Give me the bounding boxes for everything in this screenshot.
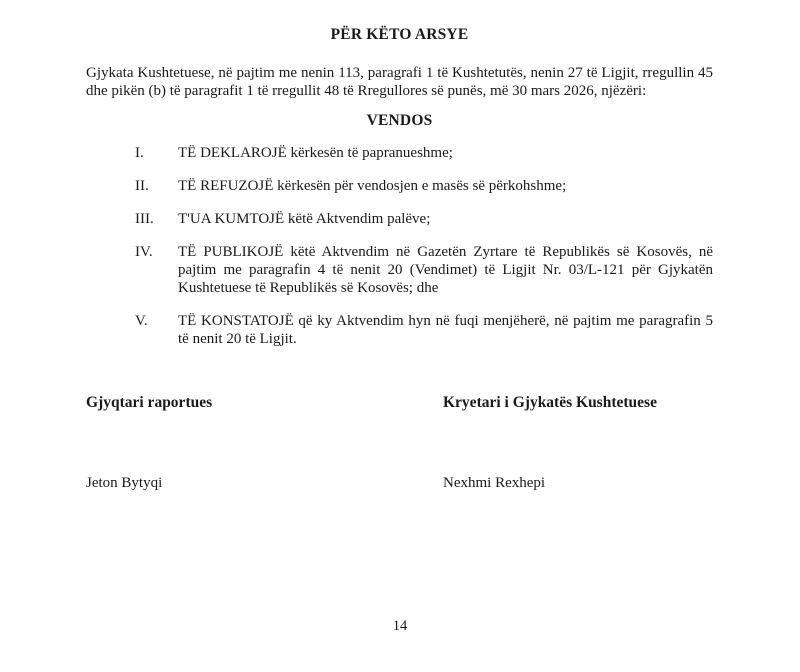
item-text: T'UA KUMTOJË këtë Aktvendim palëve; — [178, 211, 431, 227]
decision-item-3 — [86, 210, 713, 228]
item-numeral: III. — [135, 211, 154, 227]
signature-left-name: Jeton Bytyqi — [86, 475, 163, 491]
decision-item-5 — [86, 312, 713, 348]
item-numeral: IV. — [135, 244, 153, 260]
decision-heading: VENDOS — [366, 112, 433, 129]
signature-right-role: Kryetari i Gjykatës Kushtetuese — [443, 394, 657, 411]
decision-item-2 — [86, 177, 713, 195]
signature-names-row — [86, 474, 713, 492]
item-numeral: I. — [135, 145, 144, 161]
item-text: TË REFUZOJË kërkesën për vendosjen e masës së përkohshme; — [178, 178, 567, 194]
item-text: TË PUBLIKOJË këtë Aktvendim në Gazetën Zyrtare të Republikës së Kosovës, në pajtim me paragrafin 4 të nenit 20 (Vendimet) të Ligjit Nr. 03/L-121 për Gjykatën Kushtetuese të Republikës së Kosovës; dhe — [178, 244, 713, 296]
page-title: PËR KËTO ARSYE — [330, 26, 469, 43]
intro-paragraph: Gjykata Kushtetuese, në pajtim me nenin 113, paragrafi 1 të Kushtetutës, nenin 27 të Ligjit, rregullin 45 dhe pikën (b) të paragrafit 1 të rregullit 48 të Rregullores së punës, më 30 mars 2026, njëzëri: — [86, 65, 713, 99]
item-text: TË KONSTATOJË që ky Aktvendim hyn në fuqi menjëherë, në pajtim me paragrafin 5 të nenit 20 të Ligjit. — [178, 313, 713, 347]
decision-item-4 — [86, 243, 713, 297]
page-number: 14 — [392, 618, 408, 634]
item-numeral: V. — [135, 313, 148, 329]
item-text: TË DEKLAROJË kërkesën të papranueshme; — [178, 145, 453, 161]
signature-roles-row — [86, 394, 713, 412]
signature-left-role: Gjyqtari raportues — [86, 394, 213, 411]
decision-item-1 — [86, 144, 713, 162]
item-numeral: II. — [135, 178, 149, 194]
signature-right-name: Nexhmi Rexhepi — [443, 475, 546, 491]
decision-list — [86, 144, 713, 348]
